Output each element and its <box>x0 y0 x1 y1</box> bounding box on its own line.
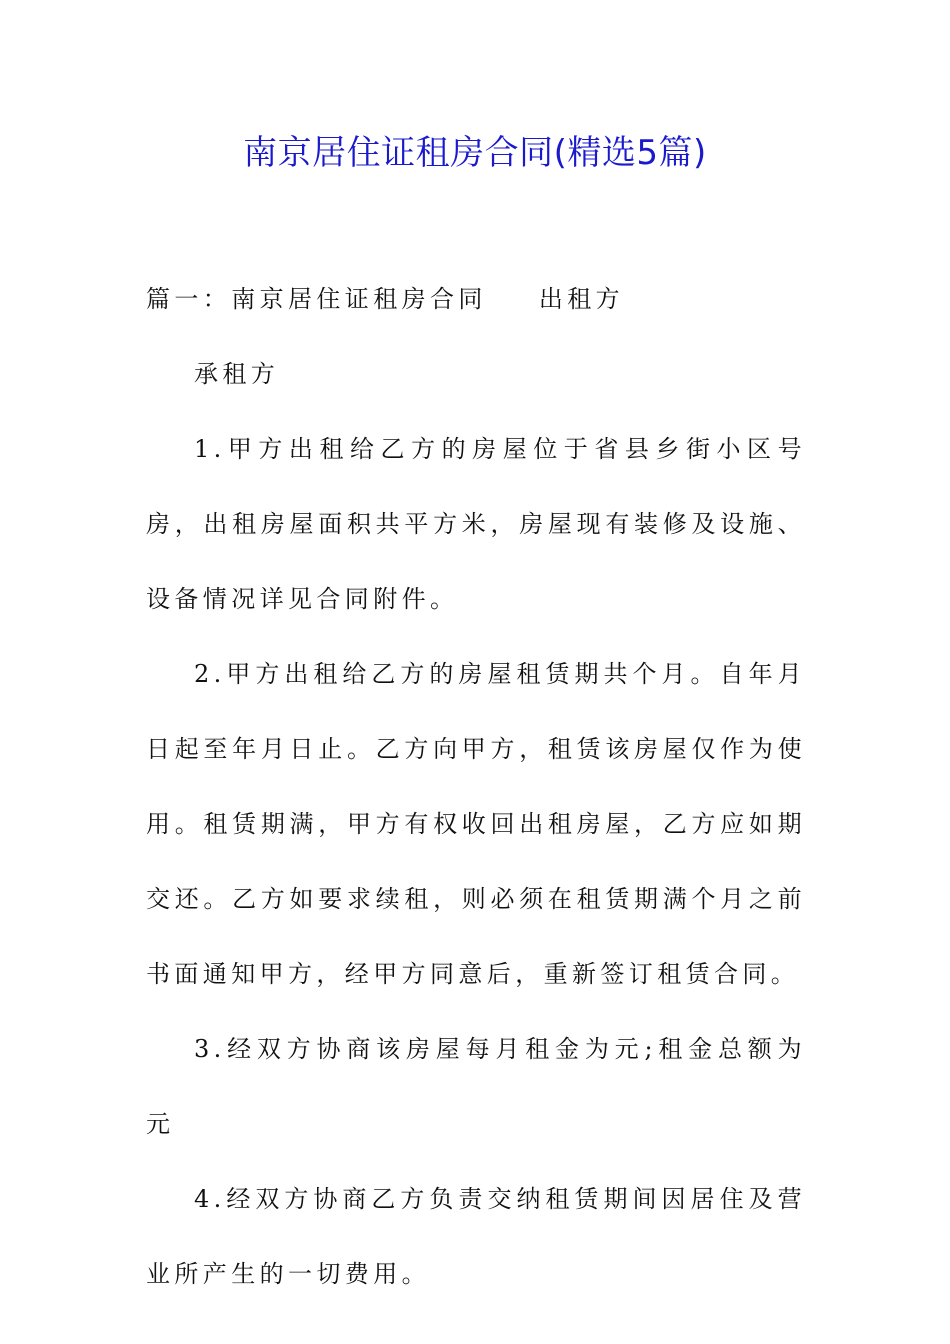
clause-paragraph-2: 2.甲方出租给乙方的房屋租赁期共个月。自年月日起至年月日止。乙方向甲方，租赁该房屋仅作为使用。租赁期满，甲方有权收回出租房屋，乙方应如期交还。乙方如要求续租，则必须在租赁期满个月之前书面通知甲方，经甲方同意后，重新签订租赁合同。 <box>146 660 806 988</box>
lessee-label: 承租方 <box>194 360 280 388</box>
document-body <box>146 262 806 1312</box>
lessor-label: 出租方 <box>538 285 625 313</box>
section-heading: 篇一：南京居住证租房合同 <box>146 285 487 313</box>
clause-paragraph-1: 1.甲方出租给乙方的房屋位于省县乡街小区号房，出租房屋面积共平方米，房屋现有装修及设施、设备情况详见合同附件。 <box>146 435 806 613</box>
clause-paragraph-4: 4.经双方协商乙方负责交纳租赁期间因居住及营业所产生的一切费用。 <box>146 1185 806 1288</box>
document-title: 南京居住证租房合同(精选5篇) <box>243 133 707 173</box>
clause-paragraph-3: 3.经双方协商该房屋每月租金为元;租金总额为元 <box>146 1035 806 1138</box>
section-heading-line <box>146 262 806 337</box>
